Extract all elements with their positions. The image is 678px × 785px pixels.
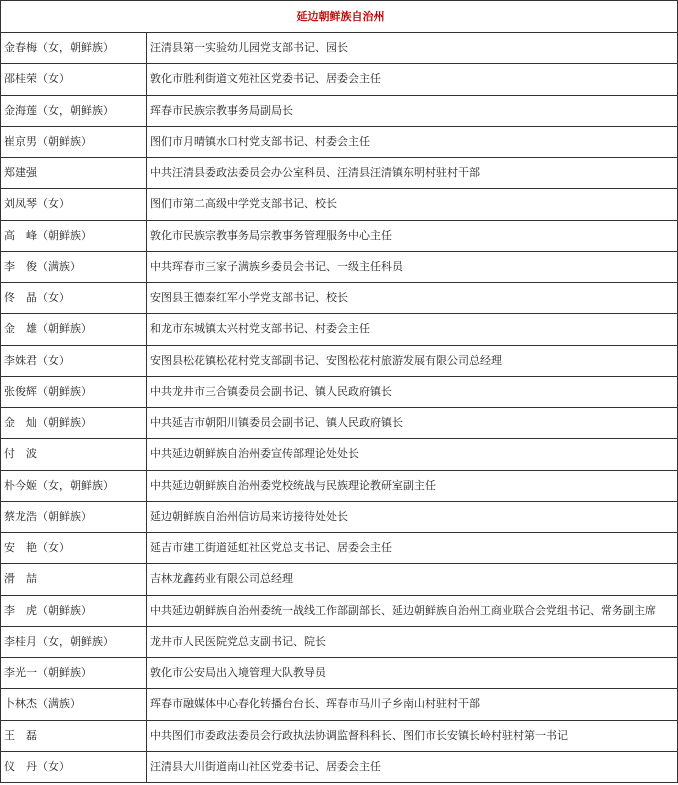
person-name-cell: 高 峰（朝鲜族）: [1, 220, 147, 251]
person-name-cell: 李 虎（朝鲜族）: [1, 595, 147, 626]
person-name-cell: 李桂月（女，朝鲜族）: [1, 626, 147, 657]
table-row: [1, 751, 678, 782]
roster-body: [1, 1, 678, 783]
table-row: [1, 720, 678, 751]
person-position-cell: 珲春市民族宗教事务局副局长: [147, 95, 678, 126]
person-name-cell: 金春梅（女，朝鲜族）: [1, 33, 147, 64]
person-name-cell: 卜林杰（满族）: [1, 689, 147, 720]
table-row: [1, 658, 678, 689]
person-name-cell: 李 俊（满族）: [1, 251, 147, 282]
person-name-cell: 金海莲（女，朝鲜族）: [1, 95, 147, 126]
person-name-cell: 李姝君（女）: [1, 345, 147, 376]
table-row: [1, 64, 678, 95]
table-row: [1, 470, 678, 501]
table-row: [1, 439, 678, 470]
person-position-cell: 中共图们市委政法委员会行政执法协调监督科科长、图们市长安镇长岭村驻村第一书记: [147, 720, 678, 751]
person-position-cell: 中共延边朝鲜族自治州委宣传部理论处处长: [147, 439, 678, 470]
person-position-cell: 中共延吉市朝阳川镇委员会副书记、镇人民政府镇长: [147, 408, 678, 439]
person-name-cell: 王 磊: [1, 720, 147, 751]
table-row: [1, 33, 678, 64]
person-position-cell: 吉林龙鑫药业有限公司总经理: [147, 564, 678, 595]
person-position-cell: 敦化市民族宗教事务局宗教事务管理服务中心主任: [147, 220, 678, 251]
table-row: [1, 220, 678, 251]
person-position-cell: 图们市第二高级中学党支部书记、校长: [147, 189, 678, 220]
table-row: [1, 501, 678, 532]
person-name-cell: 蔡龙浩（朝鲜族）: [1, 501, 147, 532]
person-position-cell: 安图县松花镇松花村党支部副书记、安图松花村旅游发展有限公司总经理: [147, 345, 678, 376]
person-name-cell: 郑建强: [1, 158, 147, 189]
person-position-cell: 延吉市建工街道延虹社区党总支书记、居委会主任: [147, 533, 678, 564]
person-name-cell: 崔京男（朝鲜族）: [1, 126, 147, 157]
table-row: [1, 408, 678, 439]
table-row: [1, 251, 678, 282]
person-position-cell: 延边朝鲜族自治州信访局来访接待处处长: [147, 501, 678, 532]
table-row: [1, 689, 678, 720]
table-row: [1, 283, 678, 314]
table-row: [1, 345, 678, 376]
table-row: [1, 95, 678, 126]
table-row: [1, 314, 678, 345]
person-position-cell: 汪清县大川街道南山社区党委书记、居委会主任: [147, 751, 678, 782]
person-name-cell: 刘凤琴（女）: [1, 189, 147, 220]
table-title: 延边朝鲜族自治州: [1, 1, 678, 33]
person-position-cell: 珲春市融媒体中心春化转播台台长、珲春市马川子乡南山村驻村干部: [147, 689, 678, 720]
person-name-cell: 金 雄（朝鲜族）: [1, 314, 147, 345]
person-position-cell: 图们市月晴镇水口村党支部书记、村委会主任: [147, 126, 678, 157]
table-row: [1, 564, 678, 595]
person-name-cell: 安 艳（女）: [1, 533, 147, 564]
person-position-cell: 中共珲春市三家子满族乡委员会书记、一级主任科员: [147, 251, 678, 282]
person-name-cell: 朴今姬（女，朝鲜族）: [1, 470, 147, 501]
person-position-cell: 安图县王德泰红军小学党支部书记、校长: [147, 283, 678, 314]
person-position-cell: 敦化市胜利街道文苑社区党委书记、居委会主任: [147, 64, 678, 95]
person-position-cell: 中共延边朝鲜族自治州委统一战线工作部副部长、延边朝鲜族自治州工商业联合会党组书记、常务副主席: [147, 595, 678, 626]
person-name-cell: 李光一（朝鲜族）: [1, 658, 147, 689]
person-position-cell: 汪清县第一实验幼儿园党支部书记、园长: [147, 33, 678, 64]
person-name-cell: 邵桂荣（女）: [1, 64, 147, 95]
person-position-cell: 和龙市东城镇太兴村党支部书记、村委会主任: [147, 314, 678, 345]
table-row: [1, 533, 678, 564]
person-name-cell: 张俊辉（朝鲜族）: [1, 376, 147, 407]
table-row: [1, 189, 678, 220]
person-name-cell: 佟 晶（女）: [1, 283, 147, 314]
table-row: [1, 595, 678, 626]
person-position-cell: 中共延边朝鲜族自治州委党校统战与民族理论教研室副主任: [147, 470, 678, 501]
title-row: [1, 1, 678, 33]
person-position-cell: 敦化市公安局出入境管理大队教导员: [147, 658, 678, 689]
table-row: [1, 376, 678, 407]
person-name-cell: 滑 喆: [1, 564, 147, 595]
table-row: [1, 126, 678, 157]
person-position-cell: 中共汪清县委政法委员会办公室科员、汪清县汪清镇东明村驻村干部: [147, 158, 678, 189]
person-position-cell: 中共龙井市三合镇委员会副书记、镇人民政府镇长: [147, 376, 678, 407]
person-name-cell: 仪 丹（女）: [1, 751, 147, 782]
person-position-cell: 龙井市人民医院党总支副书记、院长: [147, 626, 678, 657]
person-name-cell: 金 灿（朝鲜族）: [1, 408, 147, 439]
person-name-cell: 付 波: [1, 439, 147, 470]
table-row: [1, 158, 678, 189]
table-row: [1, 626, 678, 657]
